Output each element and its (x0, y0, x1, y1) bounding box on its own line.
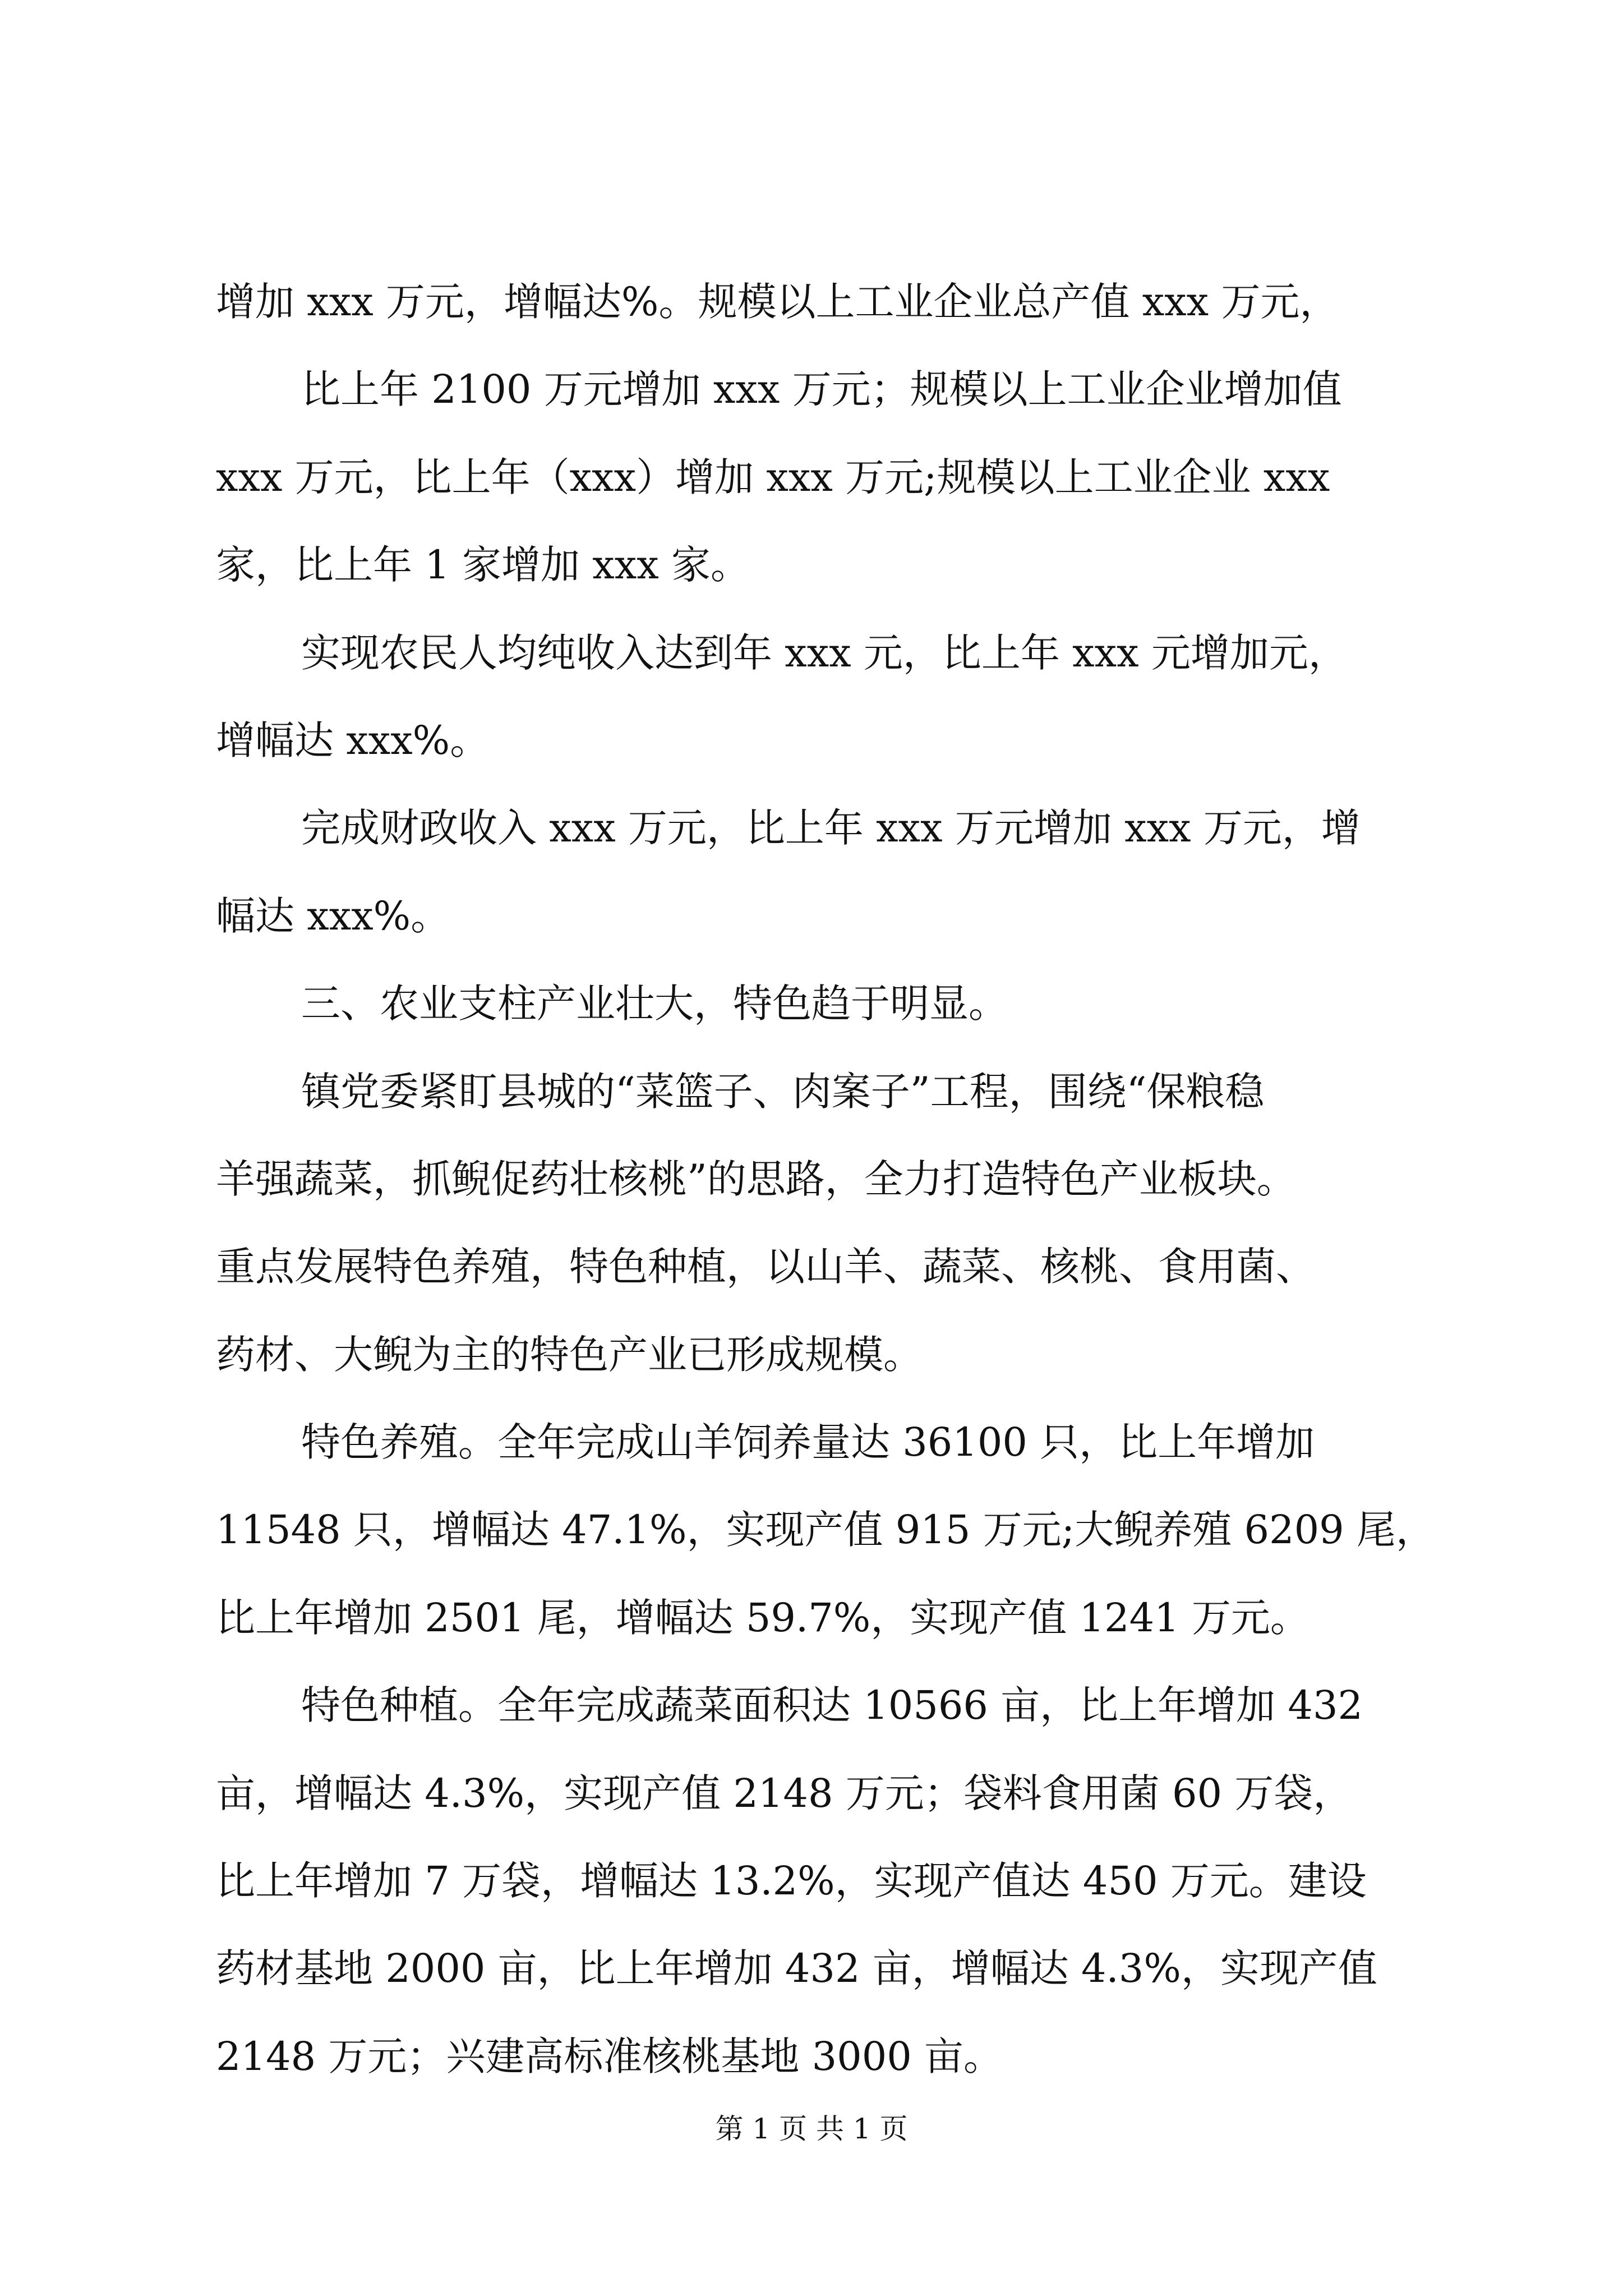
text-line: 增幅达 xxx%。 (216, 717, 490, 763)
text-line: 特色养殖。全年完成山羊饲养量达 36100 只，比上年增加 (301, 1419, 1315, 1466)
document-body (216, 258, 1438, 2100)
text-line: 药材、大鲵为主的特色产业已形成规模。 (216, 1331, 923, 1378)
text-line: 重点发展特色养殖，特色种植，以山羊、蔬菜、核桃、食用菌、 (216, 1244, 1315, 1290)
text-line: 镇党委紧盯县城的“菜篮子、肉案子”工程，围绕“保粮稳 (301, 1068, 1265, 1115)
text-line: 比上年 2100 万元增加 xxx 万元；规模以上工业企业增加值 (301, 366, 1342, 413)
text-line: 幅达 xxx%。 (216, 892, 450, 939)
text-line: 比上年增加 7 万袋，增幅达 13.2%，实现产值达 450 万元。建设 (216, 1858, 1367, 1904)
text-line: 完成财政收入 xxx 万元，比上年 xxx 万元增加 xxx 万元，增 (301, 805, 1361, 852)
text-line: 药材基地 2000 亩，比上年增加 432 亩，增幅达 4.3%，实现产值 (216, 1945, 1377, 1992)
text-line: 2148 万元；兴建高标准核桃基地 3000 亩。 (216, 2033, 1003, 2079)
text-line: 羊强蔬菜，抓鲵促药壮核桃”的思路，全力打造特色产业板块。 (216, 1156, 1296, 1202)
text-line: xxx 万元，比上年（xxx）增加 xxx 万元;规模以上工业企业 xxx (216, 454, 1330, 500)
text-line: 实现农民人均纯收入达到年 xxx 元，比上年 xxx 元增加元， (301, 629, 1348, 676)
text-line: 增加 xxx 万元，增幅达%。规模以上工业企业总产值 xxx 万元， (216, 279, 1339, 325)
text-line: 11548 只，增幅达 47.1%，实现产值 915 万元;大鲵养殖 6209 尾， (216, 1507, 1435, 1553)
section-heading: 三、农业支柱产业壮大，特色趋于明显。 (301, 981, 1008, 1027)
text-line: 比上年增加 2501 尾，增幅达 59.7%，实现产值 1241 万元。 (216, 1594, 1310, 1641)
page-footer: 第 1 页 共 1 页 (715, 2113, 908, 2145)
text-line: 特色种植。全年完成蔬菜面积达 10566 亩，比上年增加 432 (301, 1682, 1363, 1729)
text-line: 亩，增幅达 4.3%，实现产值 2148 万元；袋料食用菌 60 万袋， (216, 1770, 1353, 1816)
text-line: 家，比上年 1 家增加 xxx 家。 (216, 542, 750, 588)
